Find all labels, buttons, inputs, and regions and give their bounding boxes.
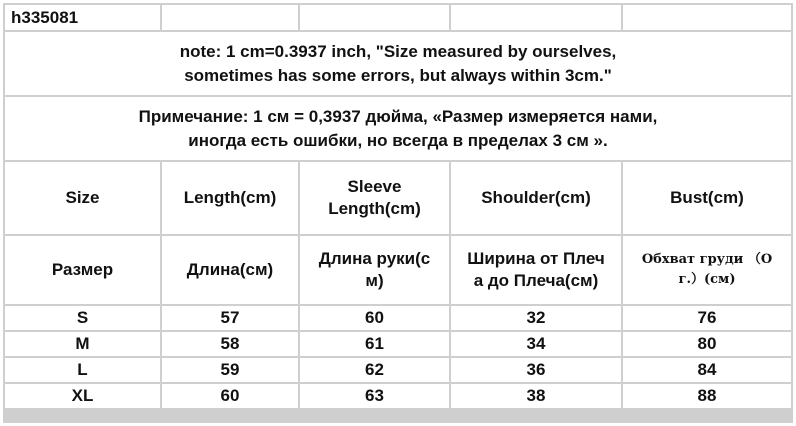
header-bust-ru-line-1: Обхват груди （О [641, 252, 773, 267]
shoulder-cell: 38 [451, 384, 621, 408]
header-shoulder: Shoulder(cm) [451, 162, 621, 234]
header-sleeve-line-2: Length(cm) [328, 199, 421, 218]
table-row [5, 358, 791, 382]
header-size-ru: Размер [5, 236, 160, 304]
sleeve-cell: 60 [300, 306, 449, 330]
code-row [5, 5, 791, 30]
length-cell: 57 [162, 306, 298, 330]
sleeve-cell: 61 [300, 332, 449, 356]
shoulder-cell: 32 [451, 306, 621, 330]
bust-cell: 80 [623, 332, 791, 356]
header-row-ru [5, 236, 791, 304]
note-en-line-2: sometimes has some errors, but always within 3cm." [184, 65, 612, 85]
bust-cell: 88 [623, 384, 791, 408]
header-sleeve-line-1: Sleeve [347, 177, 402, 196]
bust-cell: 76 [623, 306, 791, 330]
note-ru-line-2: иногда есть ошибки, но всегда в пределах 3 см ». [188, 130, 608, 150]
note-ru [5, 97, 791, 160]
empty-cell [300, 5, 449, 30]
note-ru-line-1: Примечание: 1 см = 0,3937 дюйма, «Размер измеряется нами, [138, 106, 658, 126]
header-bust-ru [623, 236, 791, 304]
empty-cell [162, 5, 298, 30]
size-cell: L [5, 358, 160, 382]
header-sleeve-ru-line-1: Длина руки(с [318, 249, 431, 268]
header-shoulder-ru-line-2: а до Плеча(см) [473, 271, 599, 290]
table-row [5, 306, 791, 330]
header-length-ru: Длина(см) [162, 236, 298, 304]
length-cell: 59 [162, 358, 298, 382]
header-row-en [5, 162, 791, 234]
header-sleeve-ru-line-2: м) [365, 271, 384, 290]
shoulder-cell: 36 [451, 358, 621, 382]
header-bust-ru-line-2: г.）(см) [678, 272, 736, 287]
header-sleeve [300, 162, 449, 234]
bust-cell: 84 [623, 358, 791, 382]
sleeve-cell: 63 [300, 384, 449, 408]
size-cell: XL [5, 384, 160, 408]
note-ru-row [5, 97, 791, 160]
sleeve-cell: 62 [300, 358, 449, 382]
empty-cell [623, 5, 791, 30]
size-chart-table [3, 3, 793, 410]
product-code: h335081 [5, 5, 160, 30]
header-shoulder-ru-line-1: Ширина от Плеч [467, 249, 605, 268]
size-chart-frame [3, 3, 793, 423]
table-row [5, 384, 791, 408]
length-cell: 60 [162, 384, 298, 408]
header-length: Length(cm) [162, 162, 298, 234]
header-sleeve-ru [300, 236, 449, 304]
empty-cell [451, 5, 621, 30]
note-en-line-1: note: 1 cm=0.3937 inch, "Size measured by ourselves, [179, 41, 617, 61]
note-en-row [5, 32, 791, 95]
table-row [5, 332, 791, 356]
note-en [5, 32, 791, 95]
size-cell: M [5, 332, 160, 356]
shoulder-cell: 34 [451, 332, 621, 356]
length-cell: 58 [162, 332, 298, 356]
header-size: Size [5, 162, 160, 234]
size-cell: S [5, 306, 160, 330]
header-bust: Bust(cm) [623, 162, 791, 234]
header-shoulder-ru [451, 236, 621, 304]
